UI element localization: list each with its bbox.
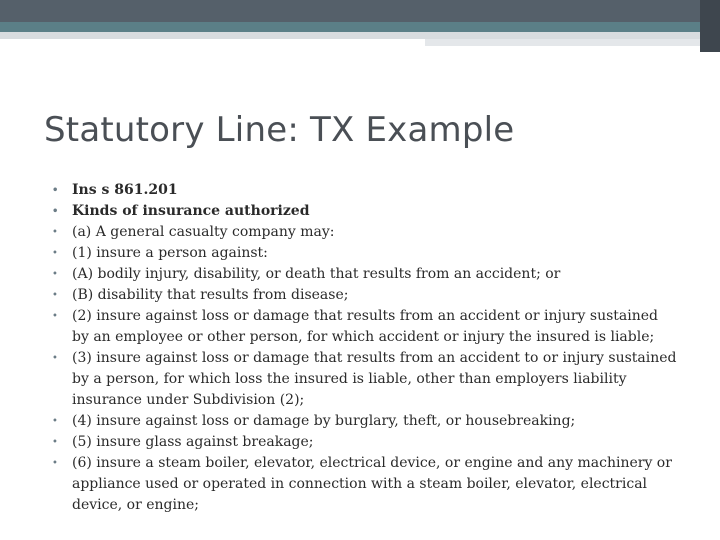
header-bar-dark xyxy=(0,0,720,22)
list-item xyxy=(48,243,678,264)
list-item xyxy=(48,453,678,516)
list-item-text: (3) insure against loss or damage that results from an accident to or injury sustained by a person, for which loss the insured is liable, other than employers liability insurance under Subdivision (2); xyxy=(72,350,677,408)
slide-title: Statutory Line: TX Example xyxy=(44,110,515,150)
list-item xyxy=(48,306,678,348)
list-item xyxy=(48,180,678,201)
header-bar-light xyxy=(0,32,720,39)
list-item-text: (6) insure a steam boiler, elevator, electrical device, or engine and any machinery or appliance used or operated in connection with a steam boiler, elevator, electrical device, or engine; xyxy=(72,455,672,513)
list-item-text: (a) A general casualty company may: xyxy=(72,224,335,240)
list-item-text: Ins s 861.201 xyxy=(72,182,178,198)
header-bar-accent xyxy=(0,22,720,32)
list-item xyxy=(48,201,678,222)
list-item xyxy=(48,285,678,306)
list-item xyxy=(48,411,678,432)
bullet-list xyxy=(48,180,678,516)
list-item-text: (2) insure against loss or damage that results from an accident or injury sustained by an employee or other person, for which accident or injury the insured is liable; xyxy=(72,308,658,345)
list-item-text: (B) disability that results from disease; xyxy=(72,287,349,303)
list-item xyxy=(48,264,678,285)
bullet-icon: • xyxy=(52,269,58,280)
header-corner-block xyxy=(700,0,720,52)
list-item-text: (5) insure glass against breakage; xyxy=(72,434,314,450)
bullet-icon: • xyxy=(52,458,58,469)
bullet-icon: • xyxy=(52,416,58,427)
bullet-icon: • xyxy=(52,206,59,217)
list-item-text: (4) insure against loss or damage by burglary, theft, or housebreaking; xyxy=(72,413,576,429)
bullet-icon: • xyxy=(52,437,58,448)
bullet-icon: • xyxy=(52,353,58,364)
bullet-icon: • xyxy=(52,185,59,196)
list-item xyxy=(48,432,678,453)
list-item-text: (1) insure a person against: xyxy=(72,245,268,261)
list-item-text: Kinds of insurance authorized xyxy=(72,203,310,219)
header-bar-light-short xyxy=(425,39,720,46)
list-item xyxy=(48,348,678,411)
list-item-text: (A) bodily injury, disability, or death that results from an accident; or xyxy=(72,266,561,282)
bullet-icon: • xyxy=(52,290,58,301)
list-item xyxy=(48,222,678,243)
bullet-icon: • xyxy=(52,248,58,259)
bullet-icon: • xyxy=(52,227,58,238)
bullet-icon: • xyxy=(52,311,58,322)
